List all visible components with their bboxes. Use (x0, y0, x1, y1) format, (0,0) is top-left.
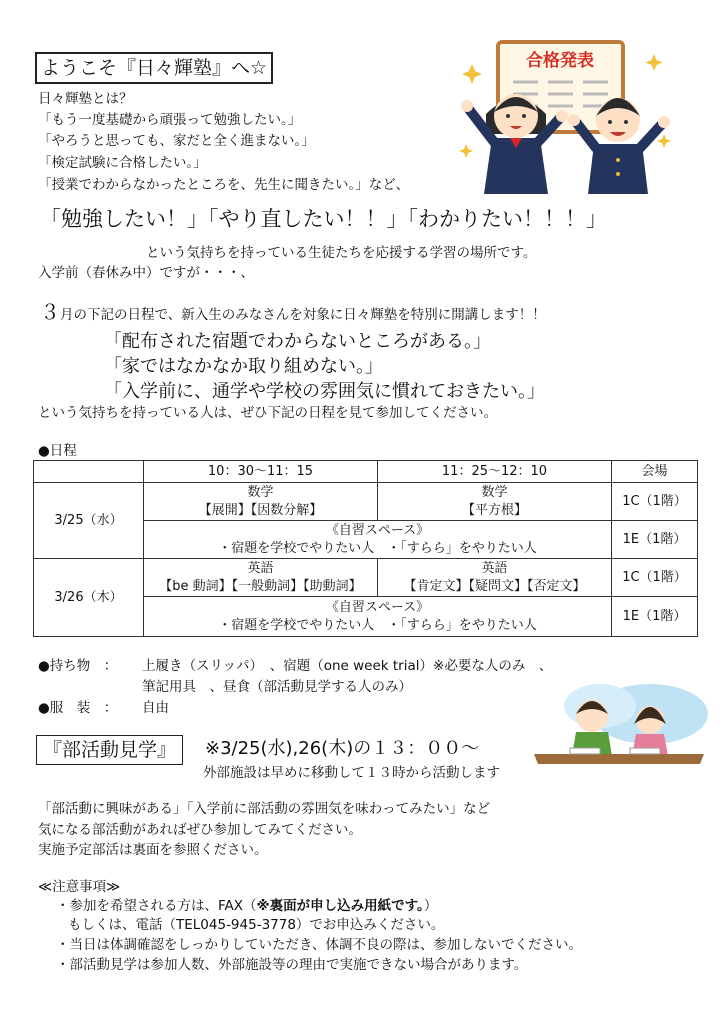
venue-cell: 1E（1階） (612, 597, 698, 637)
club-text: 「部活動に興味がある」「入学前に部活動の雰囲気を味わってみたい」など (38, 801, 491, 817)
schedule-label: ●日程 (38, 443, 77, 459)
march-text: 月の下記の日程で、新入生のみなさんを対象に日々輝塾を特別に開講します！！ (60, 307, 546, 323)
subject: 英語 (247, 560, 274, 576)
table-row (34, 559, 698, 597)
items-line: 上履き（スリッパ） 、宿題（one week trial）※必要な人のみ 、 (142, 658, 553, 674)
notes-emphasis: ※裏面が申し込み用紙です。 (256, 898, 424, 914)
lesson-cell (144, 483, 378, 521)
header-slot1: 10：30〜11：15 (144, 461, 378, 483)
topics: 【展開】【因数分解】 (198, 502, 323, 518)
venue-cell: 1C（1階） (612, 559, 698, 597)
want-line: 「配布された宿題でわからないところがある。」 (104, 331, 491, 352)
subject: 数学 (247, 484, 274, 500)
lesson-cell (378, 559, 612, 597)
club-title: 『部活動見学』 (36, 735, 183, 765)
club-note: 外部施設は早めに移動して１３時から活動します (203, 765, 500, 781)
notes-line-part: ・参加を希望される方は、FAX（ (56, 898, 257, 914)
notes-line: ・部活動見学は参加人数、外部施設等の理由で実施できない場合があります。 (56, 957, 528, 973)
header-slot2: 11：25〜12：10 (378, 461, 612, 483)
notes-line-part: ） (423, 898, 438, 914)
join-line: という気持ちを持っている人は、ぜひ下記の日程を見て参加してください。 (38, 405, 497, 421)
intro-question: 日々輝塾とは？ (38, 91, 133, 107)
students-celebrating-illustration (458, 34, 678, 194)
notes-line: もしくは、電話（TEL045-945-3778）でお申込みください。 (68, 917, 445, 933)
items-line: 筆記用具 、昼食（部活動見学する人のみ） (142, 679, 412, 695)
topics: 【肯定文】【疑問文】【否定文】 (403, 578, 586, 594)
page-title: ようこそ『日々輝塾』へ☆ (35, 52, 273, 84)
header-empty-cell (34, 461, 144, 483)
before-entry: 入学前（春休み中）ですが・・・、 (38, 265, 254, 281)
header-venue: 会場 (612, 461, 698, 483)
venue-cell: 1C（1階） (612, 483, 698, 521)
notes-line (56, 896, 437, 917)
schedule-table (33, 460, 698, 637)
self-study-cell (144, 597, 612, 637)
self-study-cell (144, 521, 612, 559)
students-studying-illustration (530, 676, 710, 776)
notes-title: ≪注意事項≫ (38, 879, 121, 895)
intro-quote: 「もう一度基礎から頑張って勉強したい。」 (38, 112, 302, 128)
venue-cell: 1E（1階） (612, 521, 698, 559)
support-line: という気持ちを持っている生徒たちを応援する学習の場所です。 (146, 245, 537, 261)
subject: 数学 (481, 484, 508, 500)
self-study-desc: ・宿題を学校でやりたい人 ・「すらら」をやりたい人 (218, 540, 537, 556)
march-number: ３ (40, 300, 60, 324)
self-study-title: 《自習スペース》 (325, 522, 430, 538)
topics: 【平方根】 (461, 502, 527, 518)
lesson-cell (378, 483, 612, 521)
date-cell: 3/25（水） (34, 483, 144, 559)
slogan: 「勉強したい！」「やり直したい！！」「わかりたい！！！」 (40, 207, 607, 231)
intro-quote: 「授業でわからなかったところを、先生に聞きたい。」など、 (38, 177, 410, 193)
topics: 【be 動詞】【一般動詞】【助動詞】 (159, 578, 362, 594)
intro-quote: 「検定試験に合格したい。」 (38, 155, 207, 171)
self-study-desc: ・宿題を学校でやりたい人 ・「すらら」をやりたい人 (218, 617, 537, 633)
lesson-cell (144, 559, 378, 597)
dress-label: ●服 装 ： (38, 700, 118, 716)
subject: 英語 (481, 560, 508, 576)
march-line (40, 296, 546, 325)
schedule-header-row (34, 461, 698, 483)
intro-quote: 「やろうと思っても、家だと全く進まない。」 (38, 133, 315, 149)
dress-value: 自由 (142, 700, 169, 716)
club-dates: ※3/25(水),26(木)の１３：００〜 (205, 738, 480, 759)
sign-text: 合格発表 (526, 51, 594, 71)
table-row (34, 483, 698, 521)
club-text: 気になる部活動があればぜひ参加してみてください。 (38, 822, 362, 838)
want-line: 「家ではなかなか取り組めない。」 (104, 356, 383, 377)
want-line: 「入学前に、通学や学校の雰囲気に慣れておきたい。」 (104, 381, 545, 402)
items-label: ●持ち物 ： (38, 658, 118, 674)
self-study-title: 《自習スペース》 (325, 599, 430, 615)
club-text: 実施予定部活は裏面を参照ください。 (38, 842, 268, 858)
date-cell: 3/26（木） (34, 559, 144, 637)
notes-line: ・当日は体調確認をしっかりしていただき、体調不良の際は、参加しないでください。 (56, 937, 582, 953)
